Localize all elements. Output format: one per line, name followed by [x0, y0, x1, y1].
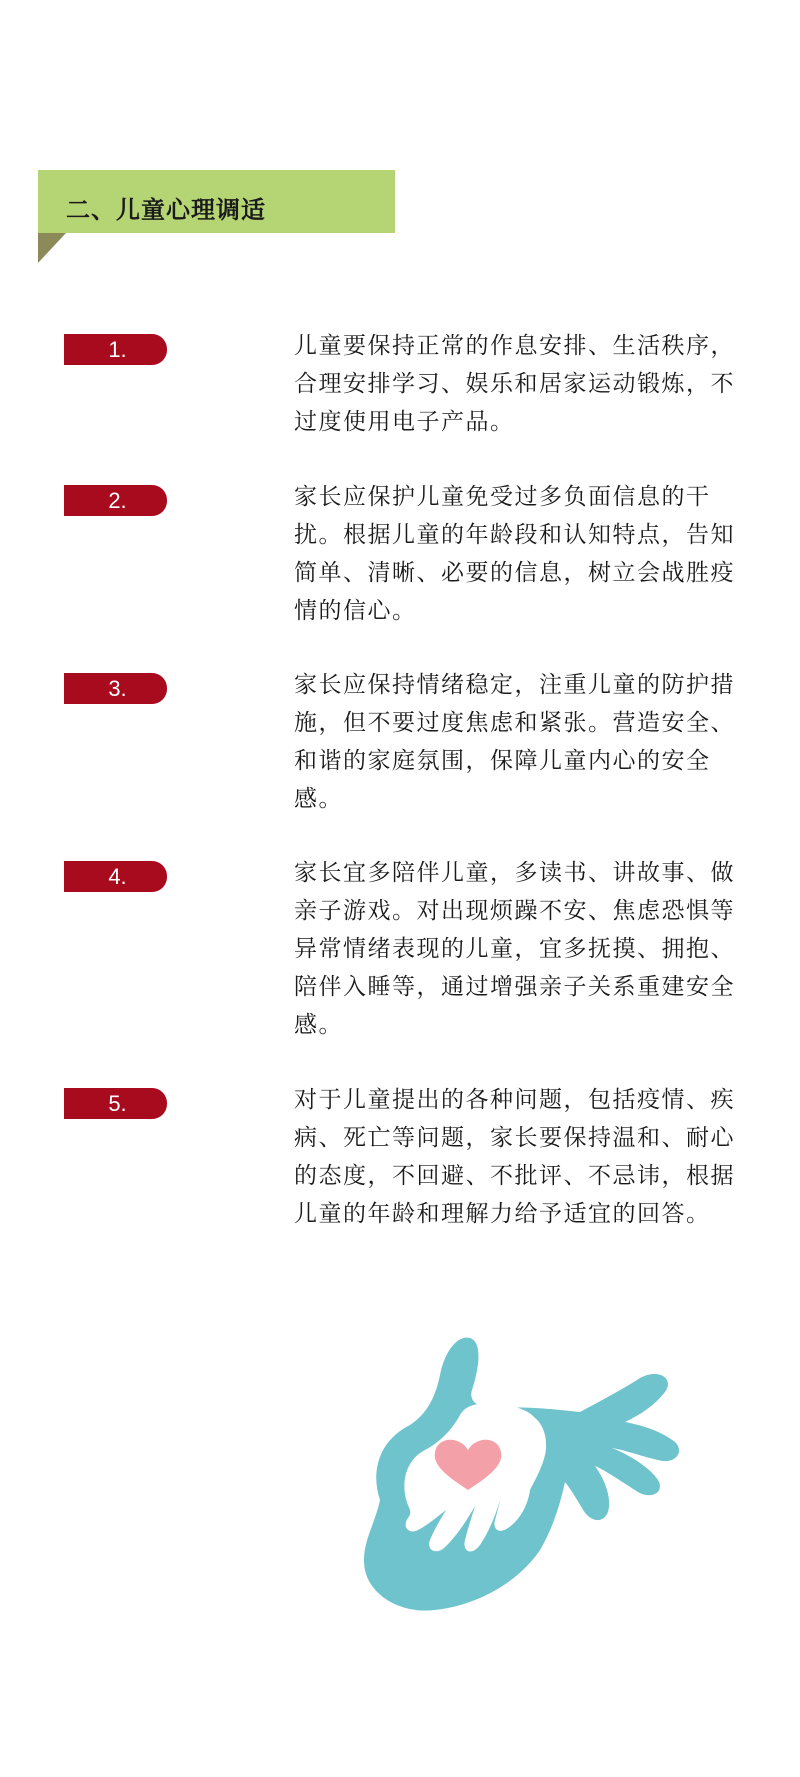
item-text: 家长应保护儿童免受过多负面信息的干扰。根据儿童的年龄段和认知特点，告知简单、清晰、必要的信息，树立会战胜疫情的信心。 [294, 484, 735, 624]
item-number-badge: 2. [64, 485, 167, 516]
item-text: 家长应保持情绪稳定，注重儿童的防护措施，但不要过度焦虑和紧张。营造安全、和谐的家庭氛围，保障儿童内心的安全感。 [294, 672, 735, 812]
item-text: 儿童要保持正常的作息安排、生活秩序，合理安排学习、娱乐和居家运动锻炼，不过度使用电子产品。 [294, 333, 735, 435]
item-number-badge: 3. [64, 673, 167, 704]
hands-with-heart-icon [340, 1330, 690, 1630]
section-title: 二、儿童心理调适 [66, 196, 266, 224]
item-text: 家长宜多陪伴儿童，多读书、讲故事、做亲子游戏。对出现烦躁不安、焦虑恐惧等异常情绪表现的儿童，宜多抚摸、拥抱、陪伴入睡等，通过增强亲子关系重建安全感。 [294, 860, 735, 1038]
item-number-badge: 1. [64, 334, 167, 365]
item-number-badge: 5. [64, 1088, 167, 1119]
item-text: 对于儿童提出的各种问题，包括疫情、疾病、死亡等问题，家长要保持温和、耐心的态度，不回避、不批评、不忌讳，根据儿童的年龄和理解力给予适宜的回答。 [294, 1087, 735, 1227]
section-banner-fold [38, 233, 66, 263]
item-number-badge: 4. [64, 861, 167, 892]
